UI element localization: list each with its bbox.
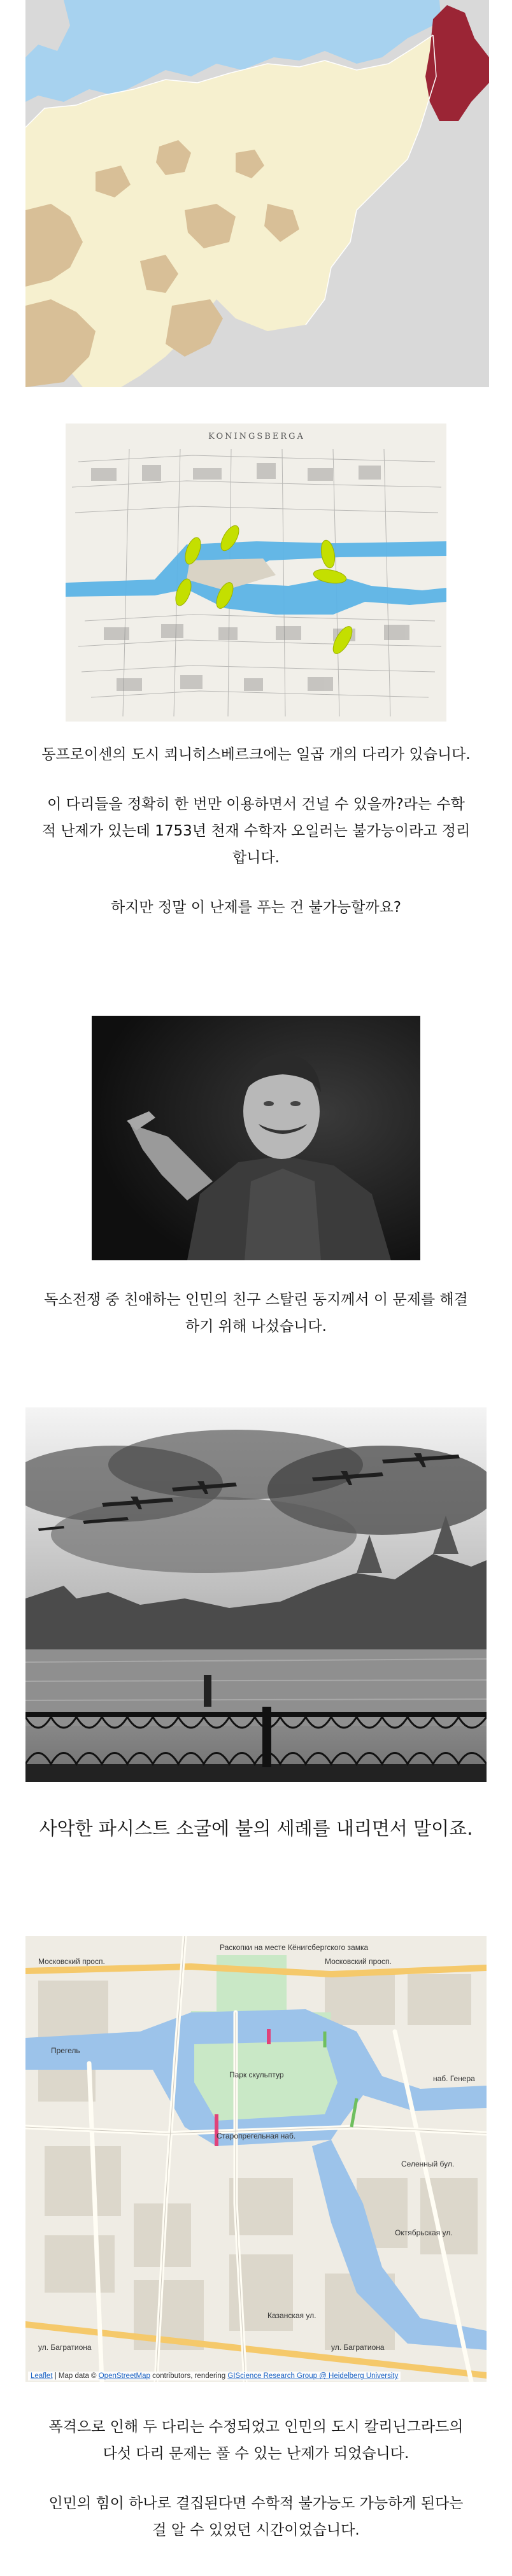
caption-line-3: 인민의 힘이 하나로 결집된다면 수학적 불가능도 가능하게 된다는 (48, 2495, 464, 2512)
map-label-ul-genera: наб. Генера (433, 2074, 475, 2083)
giscience-link[interactable]: GIScience Research Group @ Heidelberg University (227, 2372, 399, 2380)
stalin-photo-image (92, 1016, 420, 1260)
caption-line-2: 다섯 다리 문제는 풀 수 있는 난제가 되었습니다. (103, 2445, 409, 2462)
conclusion-caption (25, 2414, 487, 2544)
attribution-contributors: contributors, rendering (150, 2372, 228, 2380)
map-label-park: Парк скульптур (229, 2070, 284, 2079)
map-label-bagrationa-bottom: ул. Багратиона (331, 2343, 385, 2352)
caption-line-2: 하기 위해 나섰습니다. (185, 1318, 327, 1335)
caption-line-1: 동프로이센의 도시 쾨니히스베르크에는 일곱 개의 다리가 있습니다. (41, 746, 471, 763)
map-label-selenochnaya: Селенный бул. (401, 2160, 455, 2168)
map-attribution (28, 2372, 401, 2380)
caption-line-2: 이 다리들을 정확히 한 번만 이용하면서 건널 수 있을까?라는 수학 (47, 796, 465, 813)
prussia-map-image (25, 0, 489, 387)
caption-line-1: 폭격으로 인해 두 다리는 수정되었고 인민의 도시 칼리닌그라드의 (48, 2419, 464, 2435)
map-label-raskopki: Раскопки на месте Кёнигсбергского замка (220, 1943, 369, 1952)
bombing-photo-image (25, 1407, 487, 1782)
engraving-title: KONINGSBERGA (208, 432, 305, 441)
caption-line-4: 합니다. (232, 850, 280, 866)
map-label-kazanskaya: Казанская ул. (267, 2311, 316, 2320)
kaliningrad-map-image (25, 1936, 487, 2382)
konigsberg-engraving-image (66, 423, 446, 722)
bombing-caption (25, 1815, 487, 1842)
caption-line-4: 걸 알 수 있었던 시간이었습니다. (152, 2522, 360, 2538)
map-label-moskovsky-right: Московский просп. (325, 1957, 392, 1966)
map-label-oktyabrskaya: Октябрьская ул. (395, 2228, 453, 2237)
map-label-pregel: Прегель (51, 2046, 80, 2055)
map-label-moskovsky-top: Московский просп. (38, 1957, 105, 1966)
caption-line-3: 적 난제가 있는데 1753년 천재 수학자 오일러는 불가능이라고 정리 (41, 823, 471, 839)
caption-line-1: 독소전쟁 중 친애하는 인민의 친구 스탈린 동지께서 이 문제를 해결 (44, 1292, 468, 1308)
leaflet-link[interactable]: Leaflet (31, 2372, 53, 2380)
attribution-map-data-prefix: | Map data © (52, 2372, 99, 2380)
intro-caption (25, 741, 487, 921)
caption-line-1: 사악한 파시스트 소굴에 불의 세례를 내리면서 말이죠. (39, 1818, 473, 1839)
map-label-staroprechnaya: Старопрегельная наб. (217, 2131, 296, 2140)
stalin-caption (25, 1286, 487, 1340)
map-label-bagrationa-left: ул. Багратиона (38, 2343, 92, 2352)
caption-line-5: 하지만 정말 이 난제를 푸는 건 불가능할까요? (111, 899, 401, 916)
openstreetmap-link[interactable]: OpenStreetMap (98, 2372, 150, 2380)
